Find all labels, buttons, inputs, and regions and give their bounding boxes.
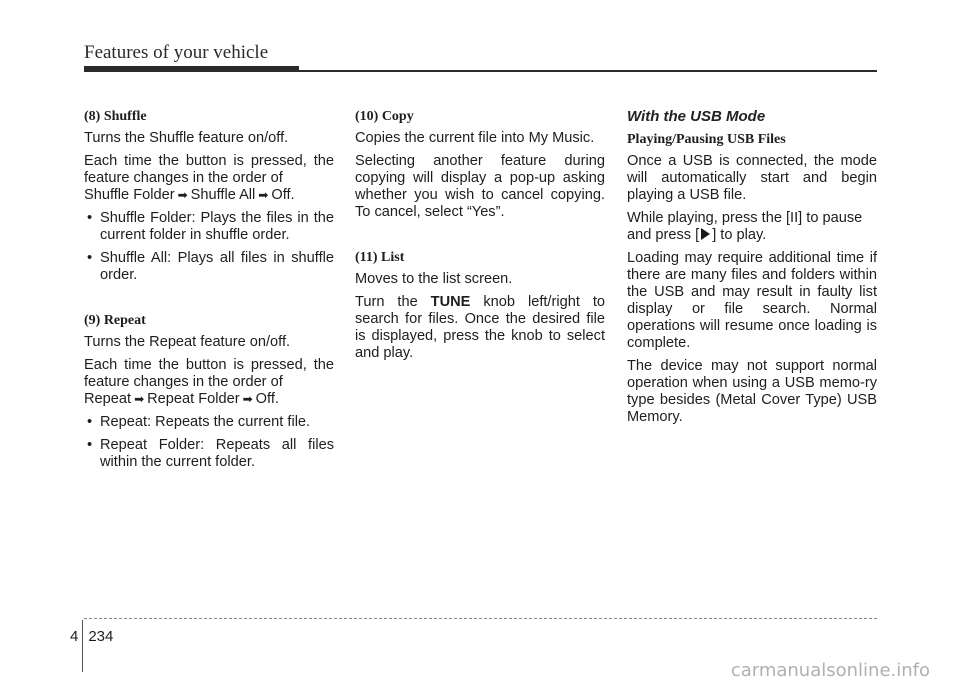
shuffle-folder-bullet: • Shuffle Folder: Plays the files in the current folder in shuffle order. <box>84 210 334 244</box>
list-description: Moves to the list screen. <box>355 271 513 287</box>
shuffle-seq-off: Off. <box>271 187 295 203</box>
list-heading: (11) List <box>355 250 405 265</box>
column-right <box>627 108 877 432</box>
shuffle-order-paragraph <box>84 153 334 204</box>
repeat-order-text: Each time the button is pressed, the feature changes in the order of <box>84 357 334 390</box>
usb-mode-heading: With the USB Mode <box>627 108 766 125</box>
tune-knob-label: TUNE <box>430 294 471 310</box>
repeat-heading: (9) Repeat <box>84 313 146 328</box>
pause-play-pre: While playing, press the [II] to pause and press [ <box>627 210 863 243</box>
shuffle-seq-folder: Shuffle Folder <box>84 187 175 203</box>
repeat-seq-folder: Repeat Folder <box>147 391 240 407</box>
repeat-order-paragraph <box>84 357 334 408</box>
shuffle-order-text: Each time the button is pressed, the feature changes in the order of <box>84 153 334 186</box>
shuffle-seq-all: Shuffle All <box>190 187 256 203</box>
column-left <box>84 108 334 477</box>
shuffle-all-bullet: • Shuffle All: Plays all files in shuffle order. <box>84 250 334 284</box>
right-arrow-icon: ➡ <box>258 188 269 202</box>
copy-cancel-paragraph: Selecting another feature during copying will display a pop-up asking whether you wish to cancel copying. To cancel, select “Yes”. <box>355 153 605 220</box>
usb-connect-paragraph: Once a USB is connected, the mode will automatically start and begin playing a USB file. <box>627 153 877 203</box>
list-tune-post: knob left/right to search for files. Once the desired file is displayed, press the knob to select and play. <box>355 294 605 361</box>
repeat-seq-off: Off. <box>255 391 279 407</box>
right-arrow-icon: ➡ <box>134 392 145 406</box>
usb-pause-play-paragraph <box>627 210 877 244</box>
right-arrow-icon: ➡ <box>242 392 253 406</box>
repeat-seq-repeat: Repeat <box>84 391 132 407</box>
usb-loading-paragraph: Loading may require additional time if there are many files and folders within the USB and may result in faulty list display or file search. Normal operations will resume once loading is complete. <box>627 250 877 351</box>
page-header-title: Features of your vehicle <box>84 42 269 63</box>
header-accent-bar <box>84 66 299 72</box>
repeat-bullet: • Repeat: Repeats the current file. <box>84 414 334 431</box>
list-tune-paragraph <box>355 294 605 362</box>
copy-heading: (10) Copy <box>355 109 414 124</box>
repeat-description: Turns the Repeat feature on/off. <box>84 334 291 350</box>
playing-pausing-heading: Playing/Pausing USB Files <box>627 132 786 147</box>
pause-play-post: ] to play. <box>712 227 767 243</box>
site-watermark: carmanualsonline.info <box>730 660 930 681</box>
page-number-value: 234 <box>88 628 114 645</box>
footer-dashed-rule <box>84 618 877 619</box>
play-icon <box>701 228 710 240</box>
shuffle-heading: (8) Shuffle <box>84 109 147 124</box>
list-tune-pre: Turn the <box>355 294 418 310</box>
shuffle-description: Turns the Shuffle feature on/off. <box>84 130 289 146</box>
right-arrow-icon: ➡ <box>177 188 188 202</box>
usb-support-paragraph: The device may not support normal operation when using a USB memo-ry type besides (Metal Cover Type) USB Memory. <box>627 358 877 425</box>
repeat-folder-bullet: • Repeat Folder: Repeats all files within the current folder. <box>84 437 334 471</box>
copy-description: Copies the current file into My Music. <box>355 130 595 146</box>
page-number <box>70 628 113 645</box>
chapter-number: 4 <box>70 628 79 645</box>
header-rule <box>299 70 877 72</box>
column-middle <box>355 108 605 368</box>
